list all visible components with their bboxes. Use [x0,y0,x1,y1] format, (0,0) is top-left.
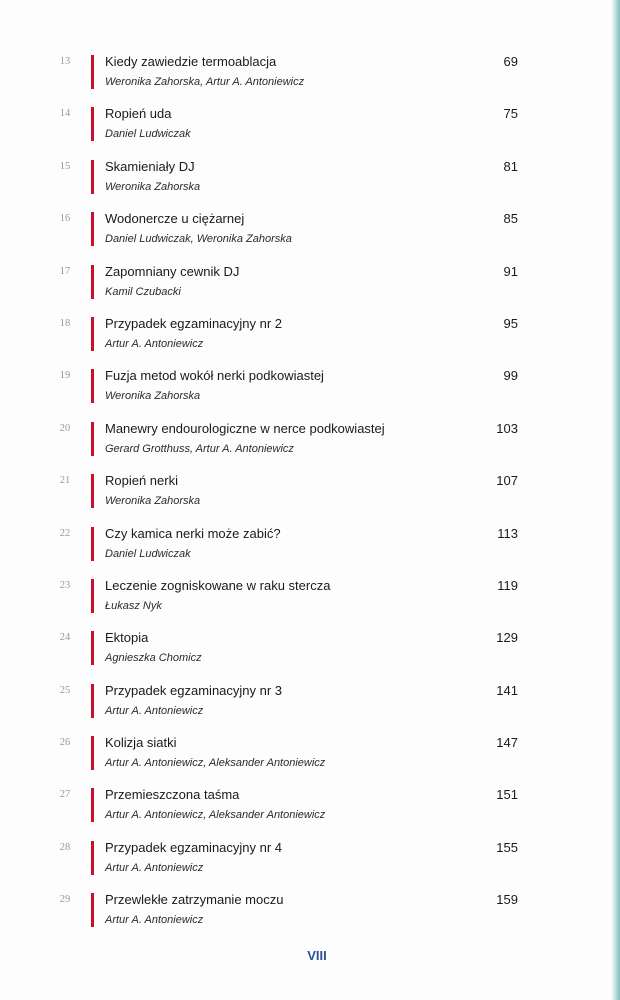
toc-entry[interactable] [0,153,620,205]
chapter-title: Manewry endourologiczne w nerce podkowiastej [105,420,385,436]
chapter-authors: Artur A. Antoniewicz [105,704,204,717]
toc-entry[interactable] [0,100,620,152]
chapter-authors: Weronika Zahorska, Artur A. Antoniewicz [105,76,305,88]
chapter-authors: Łukasz Nyk [105,599,162,612]
toc-entry[interactable] [0,624,620,676]
chapter-marker [91,841,94,875]
chapter-number: 18 [59,317,71,329]
chapter-marker [91,160,94,194]
chapter-number: 16 [59,213,71,225]
chapter-page: 95 [503,315,518,331]
chapter-title: Przypadek egzaminacyjny nr 3 [105,682,283,698]
chapter-page: 99 [503,368,518,384]
toc-entry[interactable] [0,362,620,414]
chapter-page: 81 [503,158,518,174]
chapter-page: 91 [503,263,518,279]
chapter-marker [91,422,94,456]
toc-entry[interactable] [0,467,620,519]
toc-entry[interactable] [0,48,620,100]
chapter-authors: Artur A. Antoniewicz [105,914,204,927]
chapter-marker [91,788,94,822]
chapter-page: 75 [503,106,518,122]
table-of-contents [0,48,620,939]
chapter-number: 15 [59,160,71,172]
chapter-authors: Agnieszka Chomicz [105,652,202,665]
toc-entry[interactable] [0,258,620,310]
chapter-authors: Daniel Ludwiczak [105,547,191,560]
chapter-page: 141 [496,682,518,698]
chapter-authors: Daniel Ludwiczak, Weronika Zahorska [105,233,292,246]
chapter-authors: Artur A. Antoniewicz [105,337,204,350]
toc-entry[interactable] [0,729,620,781]
chapter-page: 69 [503,54,518,69]
chapter-number: 19 [59,370,71,382]
chapter-page: 155 [496,839,518,855]
page-number-footer: VIII [307,948,327,963]
chapter-authors: Weronika Zahorska [105,495,201,508]
toc-entry[interactable] [0,310,620,362]
chapter-marker [91,736,94,770]
chapter-page: 151 [496,787,518,803]
chapter-authors: Artur A. Antoniewicz [105,861,204,874]
chapter-marker [91,369,94,403]
chapter-number: 21 [59,475,71,487]
chapter-title: Przemieszczona taśma [105,787,240,803]
toc-entry[interactable] [0,781,620,833]
chapter-title: Przypadek egzaminacyjny nr 2 [105,315,283,331]
chapter-page: 129 [496,630,518,646]
chapter-page: 159 [496,892,518,908]
chapter-number: 17 [59,265,71,277]
chapter-marker [91,474,94,508]
toc-entry[interactable] [0,572,620,624]
chapter-marker [91,631,94,665]
chapter-authors: Gerard Grotthuss, Artur A. Antoniewicz [105,442,294,455]
chapter-number: 27 [59,789,71,801]
chapter-number: 14 [59,108,71,120]
chapter-marker [91,527,94,561]
chapter-marker [91,212,94,246]
chapter-marker [91,579,94,613]
chapter-number: 26 [59,737,71,749]
chapter-number: 20 [59,422,71,434]
chapter-page: 85 [503,211,518,227]
chapter-number: 25 [59,684,71,696]
chapter-title: Ropień uda [105,106,172,122]
chapter-number: 28 [59,841,71,853]
chapter-title: Przypadek egzaminacyjny nr 4 [105,839,283,855]
chapter-marker [91,684,94,718]
chapter-page: 119 [497,577,518,593]
chapter-marker [91,893,94,927]
chapter-number: 24 [59,632,71,644]
toc-entry[interactable] [0,834,620,886]
chapter-title: Ektopia [105,630,149,646]
chapter-title: Czy kamica nerki może zabić? [105,525,281,541]
chapter-title: Leczenie zogniskowane w raku stercza [105,577,331,593]
toc-entry[interactable] [0,415,620,467]
chapter-authors: Artur A. Antoniewicz, Aleksander Antoniewicz [105,757,326,770]
chapter-marker [91,317,94,351]
chapter-marker [91,107,94,141]
chapter-title: Przewlekłe zatrzymanie moczu [105,892,284,908]
chapter-number: 29 [59,894,71,906]
chapter-title: Kiedy zawiedzie termoablacja [105,54,277,69]
chapter-authors: Weronika Zahorska [105,180,201,193]
chapter-marker [91,55,94,89]
chapter-page: 107 [496,473,518,489]
chapter-authors: Daniel Ludwiczak [105,128,191,141]
toc-entry[interactable] [0,886,620,938]
chapter-number: 23 [59,579,71,591]
chapter-title: Wodonercze u ciężarnej [105,211,245,227]
chapter-page: 147 [496,735,518,751]
chapter-title: Ropień nerki [105,473,178,489]
toc-entry[interactable] [0,205,620,257]
chapter-page: 113 [497,525,518,541]
chapter-authors: Artur A. Antoniewicz, Aleksander Antoniewicz [105,809,326,822]
toc-entry[interactable] [0,677,620,729]
toc-entry[interactable] [0,520,620,572]
chapter-title: Skamieniały DJ [105,158,195,174]
chapter-title: Zapomniany cewnik DJ [105,263,240,279]
chapter-marker [91,265,94,299]
chapter-page: 103 [496,420,518,436]
chapter-title: Kolizja siatki [105,735,177,751]
chapter-authors: Kamil Czubacki [105,285,181,298]
chapter-number: 22 [59,527,71,539]
chapter-number: 13 [59,56,71,67]
chapter-authors: Weronika Zahorska [105,390,201,403]
chapter-title: Fuzja metod wokół nerki podkowiastej [105,368,324,384]
